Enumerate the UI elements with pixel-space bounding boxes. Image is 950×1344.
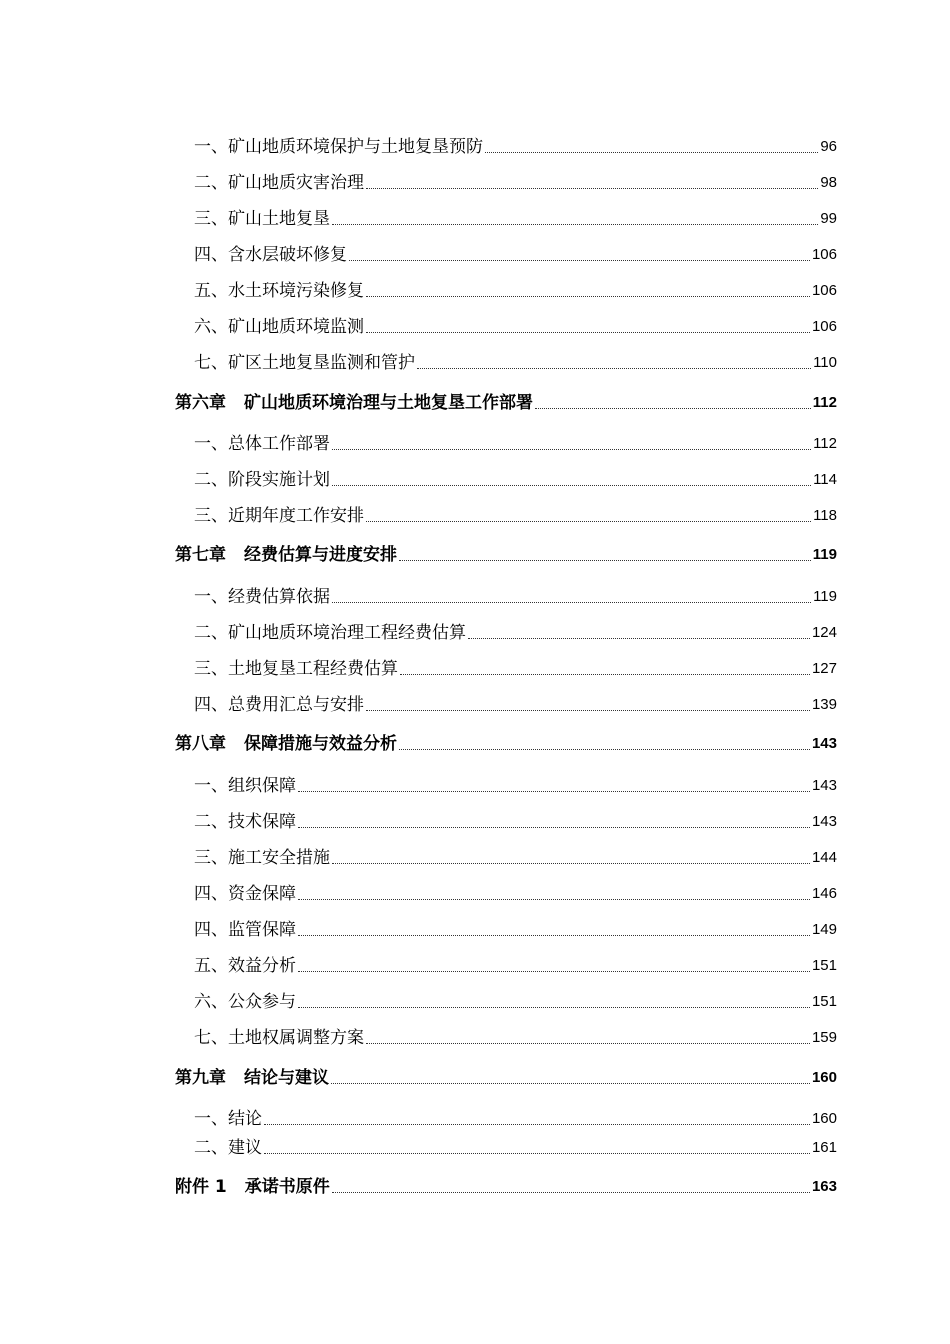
toc-page-number: 114 xyxy=(813,471,837,488)
toc-dot-leader xyxy=(366,295,810,297)
toc-section-entry[interactable] xyxy=(194,584,837,608)
toc-page-number: 106 xyxy=(811,282,837,299)
toc-section-label: 二、阶段实施计划 xyxy=(194,470,330,490)
toc-page-number: 159 xyxy=(811,1029,837,1046)
toc-section-entry[interactable] xyxy=(194,773,837,797)
toc-section-label: 三、土地复垦工程经费估算 xyxy=(194,659,398,679)
toc-section-entry[interactable] xyxy=(194,881,837,905)
toc-dot-leader xyxy=(298,898,810,900)
toc-section-entry[interactable] xyxy=(194,1106,837,1130)
toc-dot-leader xyxy=(366,187,818,189)
toc-section-entry[interactable] xyxy=(194,989,837,1013)
toc-section-entry[interactable] xyxy=(194,314,837,338)
toc-chapter-title xyxy=(175,392,533,414)
toc-dot-leader xyxy=(399,559,811,561)
toc-chapter-number: 第七章 xyxy=(175,545,226,565)
toc-section-entry[interactable] xyxy=(194,953,837,977)
toc-page-number: 96 xyxy=(820,138,837,155)
toc-section-label: 二、矿山地质灾害治理 xyxy=(194,173,364,193)
toc-section-entry[interactable] xyxy=(194,350,837,374)
toc-section-label: 三、施工安全措施 xyxy=(194,848,330,868)
toc-chapter-entry[interactable] xyxy=(175,1065,837,1089)
toc-dot-leader xyxy=(349,259,810,261)
toc-section-label: 二、技术保障 xyxy=(194,812,296,832)
toc-section-label: 五、效益分析 xyxy=(194,956,296,976)
toc-section-entry[interactable] xyxy=(194,242,837,266)
toc-chapter-label: 承诺书原件 xyxy=(244,1177,330,1197)
toc-page-number: 143 xyxy=(811,735,837,752)
toc-chapter-number: 第九章 xyxy=(175,1068,226,1088)
toc-page-number: 110 xyxy=(813,354,837,371)
toc-dot-leader xyxy=(298,934,810,936)
toc-dot-leader xyxy=(468,637,810,639)
toc-dot-leader xyxy=(298,790,810,792)
toc-page-number: 119 xyxy=(813,588,837,605)
toc-chapter-label: 结论与建议 xyxy=(244,1068,329,1088)
toc-section-entry[interactable] xyxy=(194,845,837,869)
toc-section-label: 五、水土环境污染修复 xyxy=(194,281,364,301)
toc-section-label: 四、资金保障 xyxy=(194,884,296,904)
toc-dot-leader xyxy=(399,748,810,750)
toc-dot-leader xyxy=(332,448,811,450)
toc-page-number: 143 xyxy=(811,777,837,794)
toc-dot-leader xyxy=(332,1191,810,1193)
toc-section-entry[interactable] xyxy=(194,809,837,833)
toc-page-number: 144 xyxy=(811,849,837,866)
toc-page-number: 106 xyxy=(811,318,837,335)
toc-dot-leader xyxy=(400,673,810,675)
toc-page-number: 98 xyxy=(820,174,837,191)
toc-page-number: 160 xyxy=(811,1069,837,1086)
toc-chapter-title xyxy=(175,733,397,755)
toc-page-number: 112 xyxy=(813,435,837,452)
toc-page-number: 124 xyxy=(811,624,837,641)
toc-dot-leader xyxy=(366,520,811,522)
toc-section-label: 四、总费用汇总与安排 xyxy=(194,695,364,715)
toc-section-label: 七、矿区土地复垦监测和管护 xyxy=(194,353,415,373)
toc-dot-leader xyxy=(298,1006,810,1008)
toc-section-label: 四、含水层破坏修复 xyxy=(194,245,347,265)
toc-page-number: 163 xyxy=(811,1178,837,1195)
toc-section-entry[interactable] xyxy=(194,656,837,680)
toc-dot-leader xyxy=(417,367,811,369)
toc-section-entry[interactable] xyxy=(194,917,837,941)
toc-page-number: 139 xyxy=(811,696,837,713)
toc-section-entry[interactable] xyxy=(194,503,837,527)
toc-dot-leader xyxy=(535,407,811,409)
toc-page-number: 151 xyxy=(811,957,837,974)
toc-section-entry[interactable] xyxy=(194,1025,837,1049)
toc-chapter-title xyxy=(175,1067,329,1089)
toc-page-number: 119 xyxy=(812,546,837,563)
toc-page-number: 146 xyxy=(811,885,837,902)
toc-page-number: 127 xyxy=(811,660,837,677)
toc-dot-leader xyxy=(485,151,818,153)
toc-dot-leader xyxy=(264,1123,810,1125)
toc-chapter-number: 第八章 xyxy=(175,734,226,754)
toc-dot-leader xyxy=(332,601,811,603)
toc-chapter-number: 附件 1 xyxy=(175,1177,227,1197)
toc-chapter-title xyxy=(175,1176,330,1198)
toc-chapter-entry[interactable] xyxy=(175,542,837,566)
toc-section-entry[interactable] xyxy=(194,620,837,644)
toc-dot-leader xyxy=(298,970,810,972)
toc-dot-leader xyxy=(264,1152,810,1154)
toc-chapter-title xyxy=(175,544,397,566)
toc-section-label: 六、矿山地质环境监测 xyxy=(194,317,364,337)
toc-chapter-entry[interactable] xyxy=(175,731,837,755)
toc-section-label: 一、组织保障 xyxy=(194,776,296,796)
toc-dot-leader xyxy=(332,862,810,864)
toc-section-label: 四、监管保障 xyxy=(194,920,296,940)
toc-section-entry[interactable] xyxy=(194,467,837,491)
toc-section-label: 一、结论 xyxy=(194,1109,262,1129)
toc-chapter-number: 第六章 xyxy=(175,393,226,413)
toc-chapter-label: 经费估算与进度安排 xyxy=(244,545,397,565)
toc-section-label: 二、矿山地质环境治理工程经费估算 xyxy=(194,623,466,643)
toc-section-label: 三、近期年度工作安排 xyxy=(194,506,364,526)
toc-dot-leader xyxy=(298,826,810,828)
toc-chapter-label: 矿山地质环境治理与土地复垦工作部署 xyxy=(244,393,533,413)
toc-section-label: 一、经费估算依据 xyxy=(194,587,330,607)
toc-section-label: 一、总体工作部署 xyxy=(194,434,330,454)
toc-section-label: 一、矿山地质环境保护与土地复垦预防 xyxy=(194,137,483,157)
toc-page-number: 149 xyxy=(811,921,837,938)
toc-section-label: 六、公众参与 xyxy=(194,992,296,1012)
toc-section-entry[interactable] xyxy=(194,206,837,230)
toc-section-entry[interactable] xyxy=(194,170,837,194)
toc-dot-leader xyxy=(332,223,818,225)
toc-section-entry[interactable] xyxy=(194,134,837,158)
toc-dot-leader xyxy=(366,331,810,333)
toc-dot-leader xyxy=(366,709,810,711)
toc-dot-leader xyxy=(332,484,811,486)
toc-dot-leader xyxy=(366,1042,810,1044)
toc-chapter-label: 保障措施与效益分析 xyxy=(244,734,397,754)
toc-chapter-entry[interactable] xyxy=(175,1174,837,1198)
toc-page-number: 161 xyxy=(811,1139,837,1156)
toc-section-entry[interactable] xyxy=(194,1135,837,1159)
toc-page-number: 118 xyxy=(813,507,837,524)
toc-page-number: 143 xyxy=(811,813,837,830)
toc-section-entry[interactable] xyxy=(194,692,837,716)
toc-page-number: 151 xyxy=(811,993,837,1010)
toc-page-number: 106 xyxy=(811,246,837,263)
toc-dot-leader xyxy=(331,1082,810,1084)
toc-page-number: 112 xyxy=(812,394,837,411)
toc-section-label: 七、土地权属调整方案 xyxy=(194,1028,364,1048)
toc-section-label: 三、矿山土地复垦 xyxy=(194,209,330,229)
toc-page-number: 99 xyxy=(820,210,837,227)
toc-section-entry[interactable] xyxy=(194,431,837,455)
toc-section-label: 二、建议 xyxy=(194,1138,262,1158)
toc-section-entry[interactable] xyxy=(194,278,837,302)
toc-page-number: 160 xyxy=(811,1110,837,1127)
toc-chapter-entry[interactable] xyxy=(175,390,837,414)
